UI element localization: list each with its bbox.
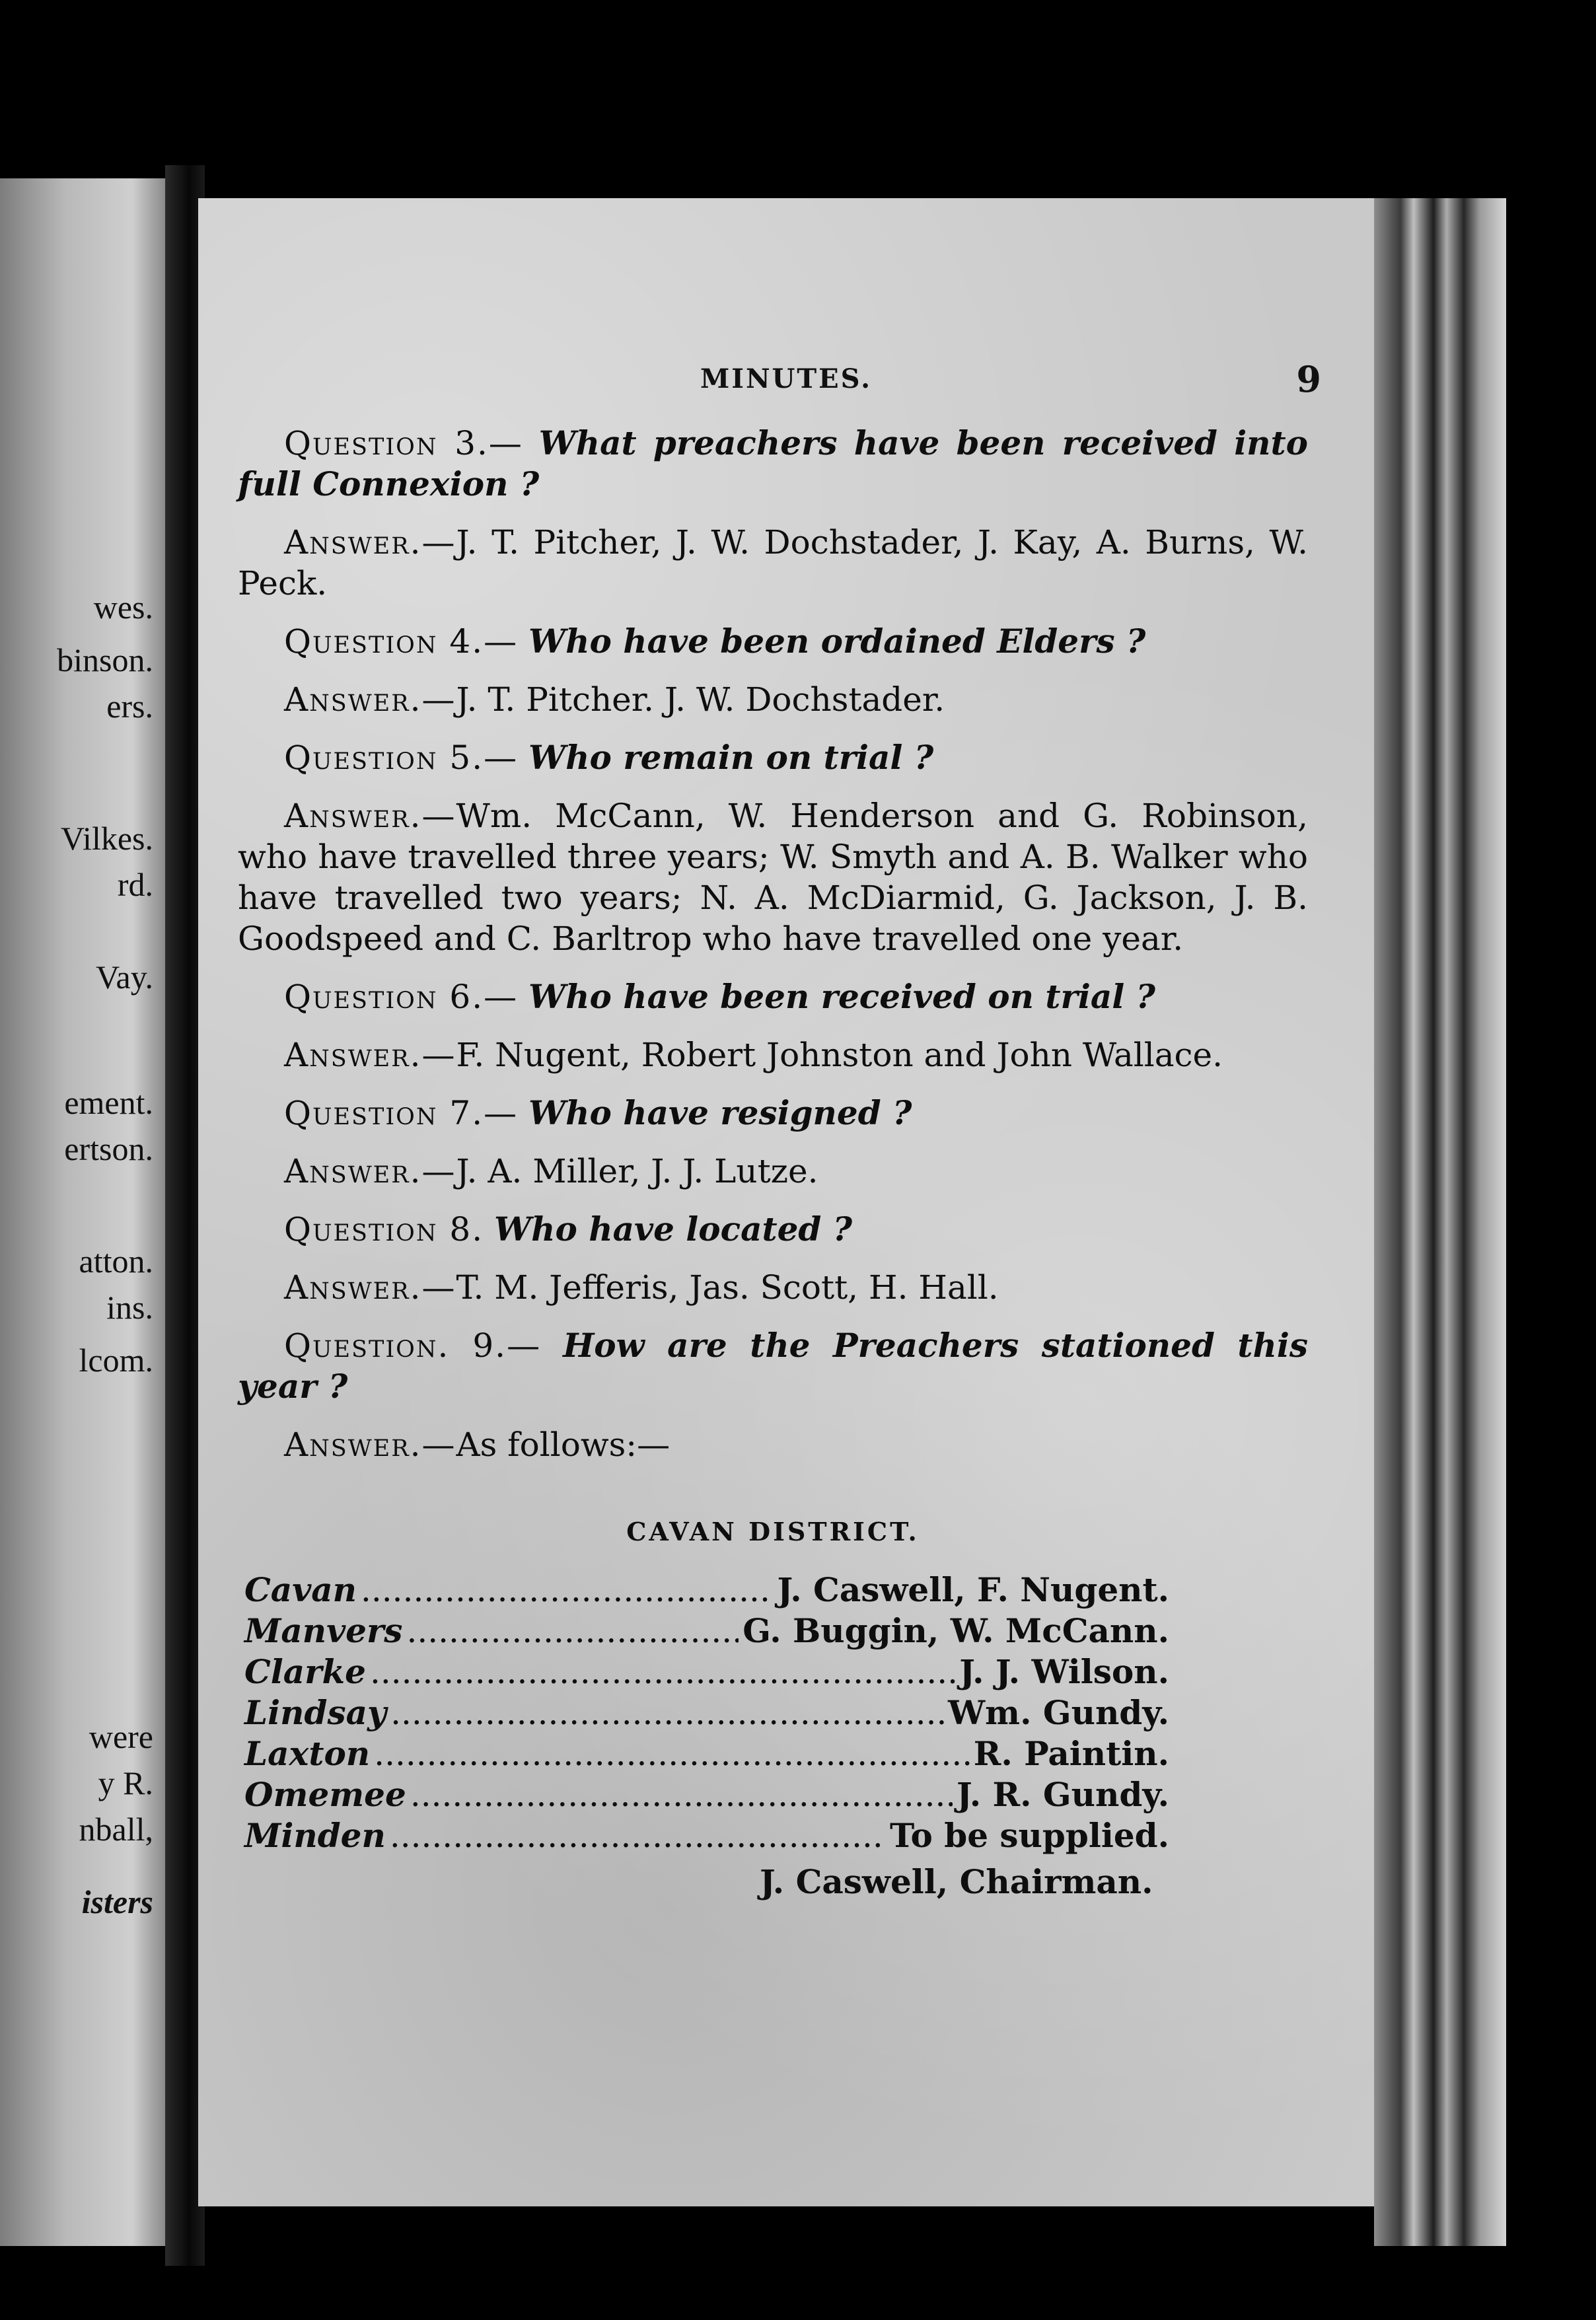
facing-page-fragment [0,178,165,2246]
fragment-text: isters [81,1883,153,1920]
book-page [198,198,1374,2206]
station-preachers: Wm. Gundy. [948,1693,1169,1732]
station-row [244,1651,1169,1692]
fragment-text: wes. [93,589,153,626]
answer-paragraph [238,1424,1308,1465]
fragment-text: ins. [106,1289,153,1326]
question-text: Who have resigned ? [528,1093,912,1132]
answer-label: Answer.— [284,1426,456,1464]
station-row [244,1570,1169,1611]
fragment-text: rd. [117,866,153,903]
dot-leader [361,1570,773,1611]
fragment-text: Vilkes. [60,820,153,857]
answer-paragraph [238,679,1308,720]
question-paragraph [238,621,1308,662]
question-paragraph [238,1325,1308,1407]
answer-paragraph [238,1267,1308,1308]
station-preachers: J. Caswell, F. Nugent. [777,1570,1169,1609]
station-place: Omemee [244,1775,406,1814]
station-preachers: J. J. Wilson. [959,1652,1169,1691]
answer-text: J. T. Pitcher, J. W. Dochstader, J. Kay, A. Burns, W. Peck. [238,523,1308,602]
station-preachers: G. Buggin, W. McCann. [743,1611,1169,1650]
station-place: Laxton [244,1734,371,1773]
answer-paragraph [238,1151,1308,1192]
question-label: Question. 9.— [284,1326,542,1365]
answer-text: F. Nugent, Robert Johnston and John Wallace. [456,1036,1223,1074]
station-preachers: R. Paintin. [973,1734,1169,1773]
question-text: Who have been ordained Elders ? [528,622,1146,661]
district-title: CAVAN DISTRICT. [626,1517,920,1546]
fragment-text: were [89,1718,153,1755]
question-label: Question 7.— [284,1094,519,1132]
page-number: 9 [1296,358,1321,400]
question-label: Question 6.— [284,978,519,1016]
station-row [244,1733,1169,1774]
dot-leader [390,1815,886,1856]
answer-label: Answer.— [284,1268,456,1307]
answer-text: Wm. McCann, W. Henderson and G. Robinson, who have travelled three years; W. Smyth and A. B. Walker who have travelled two years; N. A. McDiarmid, G. Jackson, J. B. Goodspeed and C. Barltrop who have travelled one year. [238,797,1308,958]
station-preachers: J. R. Gundy. [956,1775,1169,1814]
question-text: Who have been received on trial ? [528,977,1155,1016]
station-row [244,1774,1169,1815]
answer-text: As follows:— [456,1426,671,1464]
question-text: Who remain on trial ? [528,738,934,777]
question-label: Question 4.— [284,622,519,661]
station-place: Lindsay [244,1693,387,1732]
answer-paragraph [238,522,1308,604]
answer-text: J. A. Miller, J. J. Lutze. [456,1152,818,1190]
question-paragraph [238,423,1308,505]
station-list [244,1570,1169,1903]
answer-text: T. M. Jefferis, Jas. Scott, H. Hall. [456,1268,999,1307]
answer-paragraph [238,795,1308,959]
question-text: Who have located ? [494,1210,853,1249]
fragment-text: ertson. [64,1130,153,1167]
answer-label: Answer.— [284,523,456,562]
dot-leader [374,1733,970,1774]
fragment-text: Vay. [95,959,153,996]
station-row [244,1815,1169,1856]
answer-label: Answer.— [284,1036,456,1074]
fragment-text: atton. [79,1243,153,1280]
dot-leader [410,1774,953,1815]
fragment-text: ers. [106,688,153,725]
page-body [238,423,1308,1903]
district-chairman: J. Caswell, Chairman. [760,1862,1153,1901]
question-label: Question 8. [284,1210,484,1249]
question-paragraph [238,737,1308,778]
question-paragraph [238,976,1308,1017]
running-head: MINUTES. [700,363,873,394]
station-row [244,1611,1169,1651]
station-place: Clarke [244,1652,366,1691]
question-paragraph [238,1093,1308,1134]
dot-leader [390,1692,944,1733]
question-label: Question 5.— [284,739,519,777]
station-place: Cavan [244,1570,357,1609]
answer-paragraph [238,1034,1308,1075]
answer-label: Answer.— [284,680,456,719]
fragment-text: binson. [57,641,153,678]
dot-leader [370,1651,955,1692]
answer-text: J. T. Pitcher. J. W. Dochstader. [456,680,945,719]
fragment-text: y R. [98,1764,153,1801]
answer-label: Answer.— [284,797,456,835]
fragment-text: nball, [79,1811,153,1848]
question-label: Question 3.— [284,424,523,462]
station-place: Minden [244,1816,386,1855]
fragment-text: lcom. [79,1342,153,1379]
fragment-text: ement. [64,1084,153,1121]
question-text: What preachers have been received into full Connexion ? [238,423,1308,503]
answer-label: Answer.— [284,1152,456,1190]
page-header [198,358,1374,403]
station-row [244,1692,1169,1733]
dot-leader [406,1611,739,1651]
page-edges [1374,198,1506,2246]
question-text: How are the Preachers stationed this year ? [238,1326,1308,1406]
station-preachers: To be supplied. [890,1816,1169,1855]
station-place: Manvers [244,1611,403,1650]
question-paragraph [238,1209,1308,1250]
